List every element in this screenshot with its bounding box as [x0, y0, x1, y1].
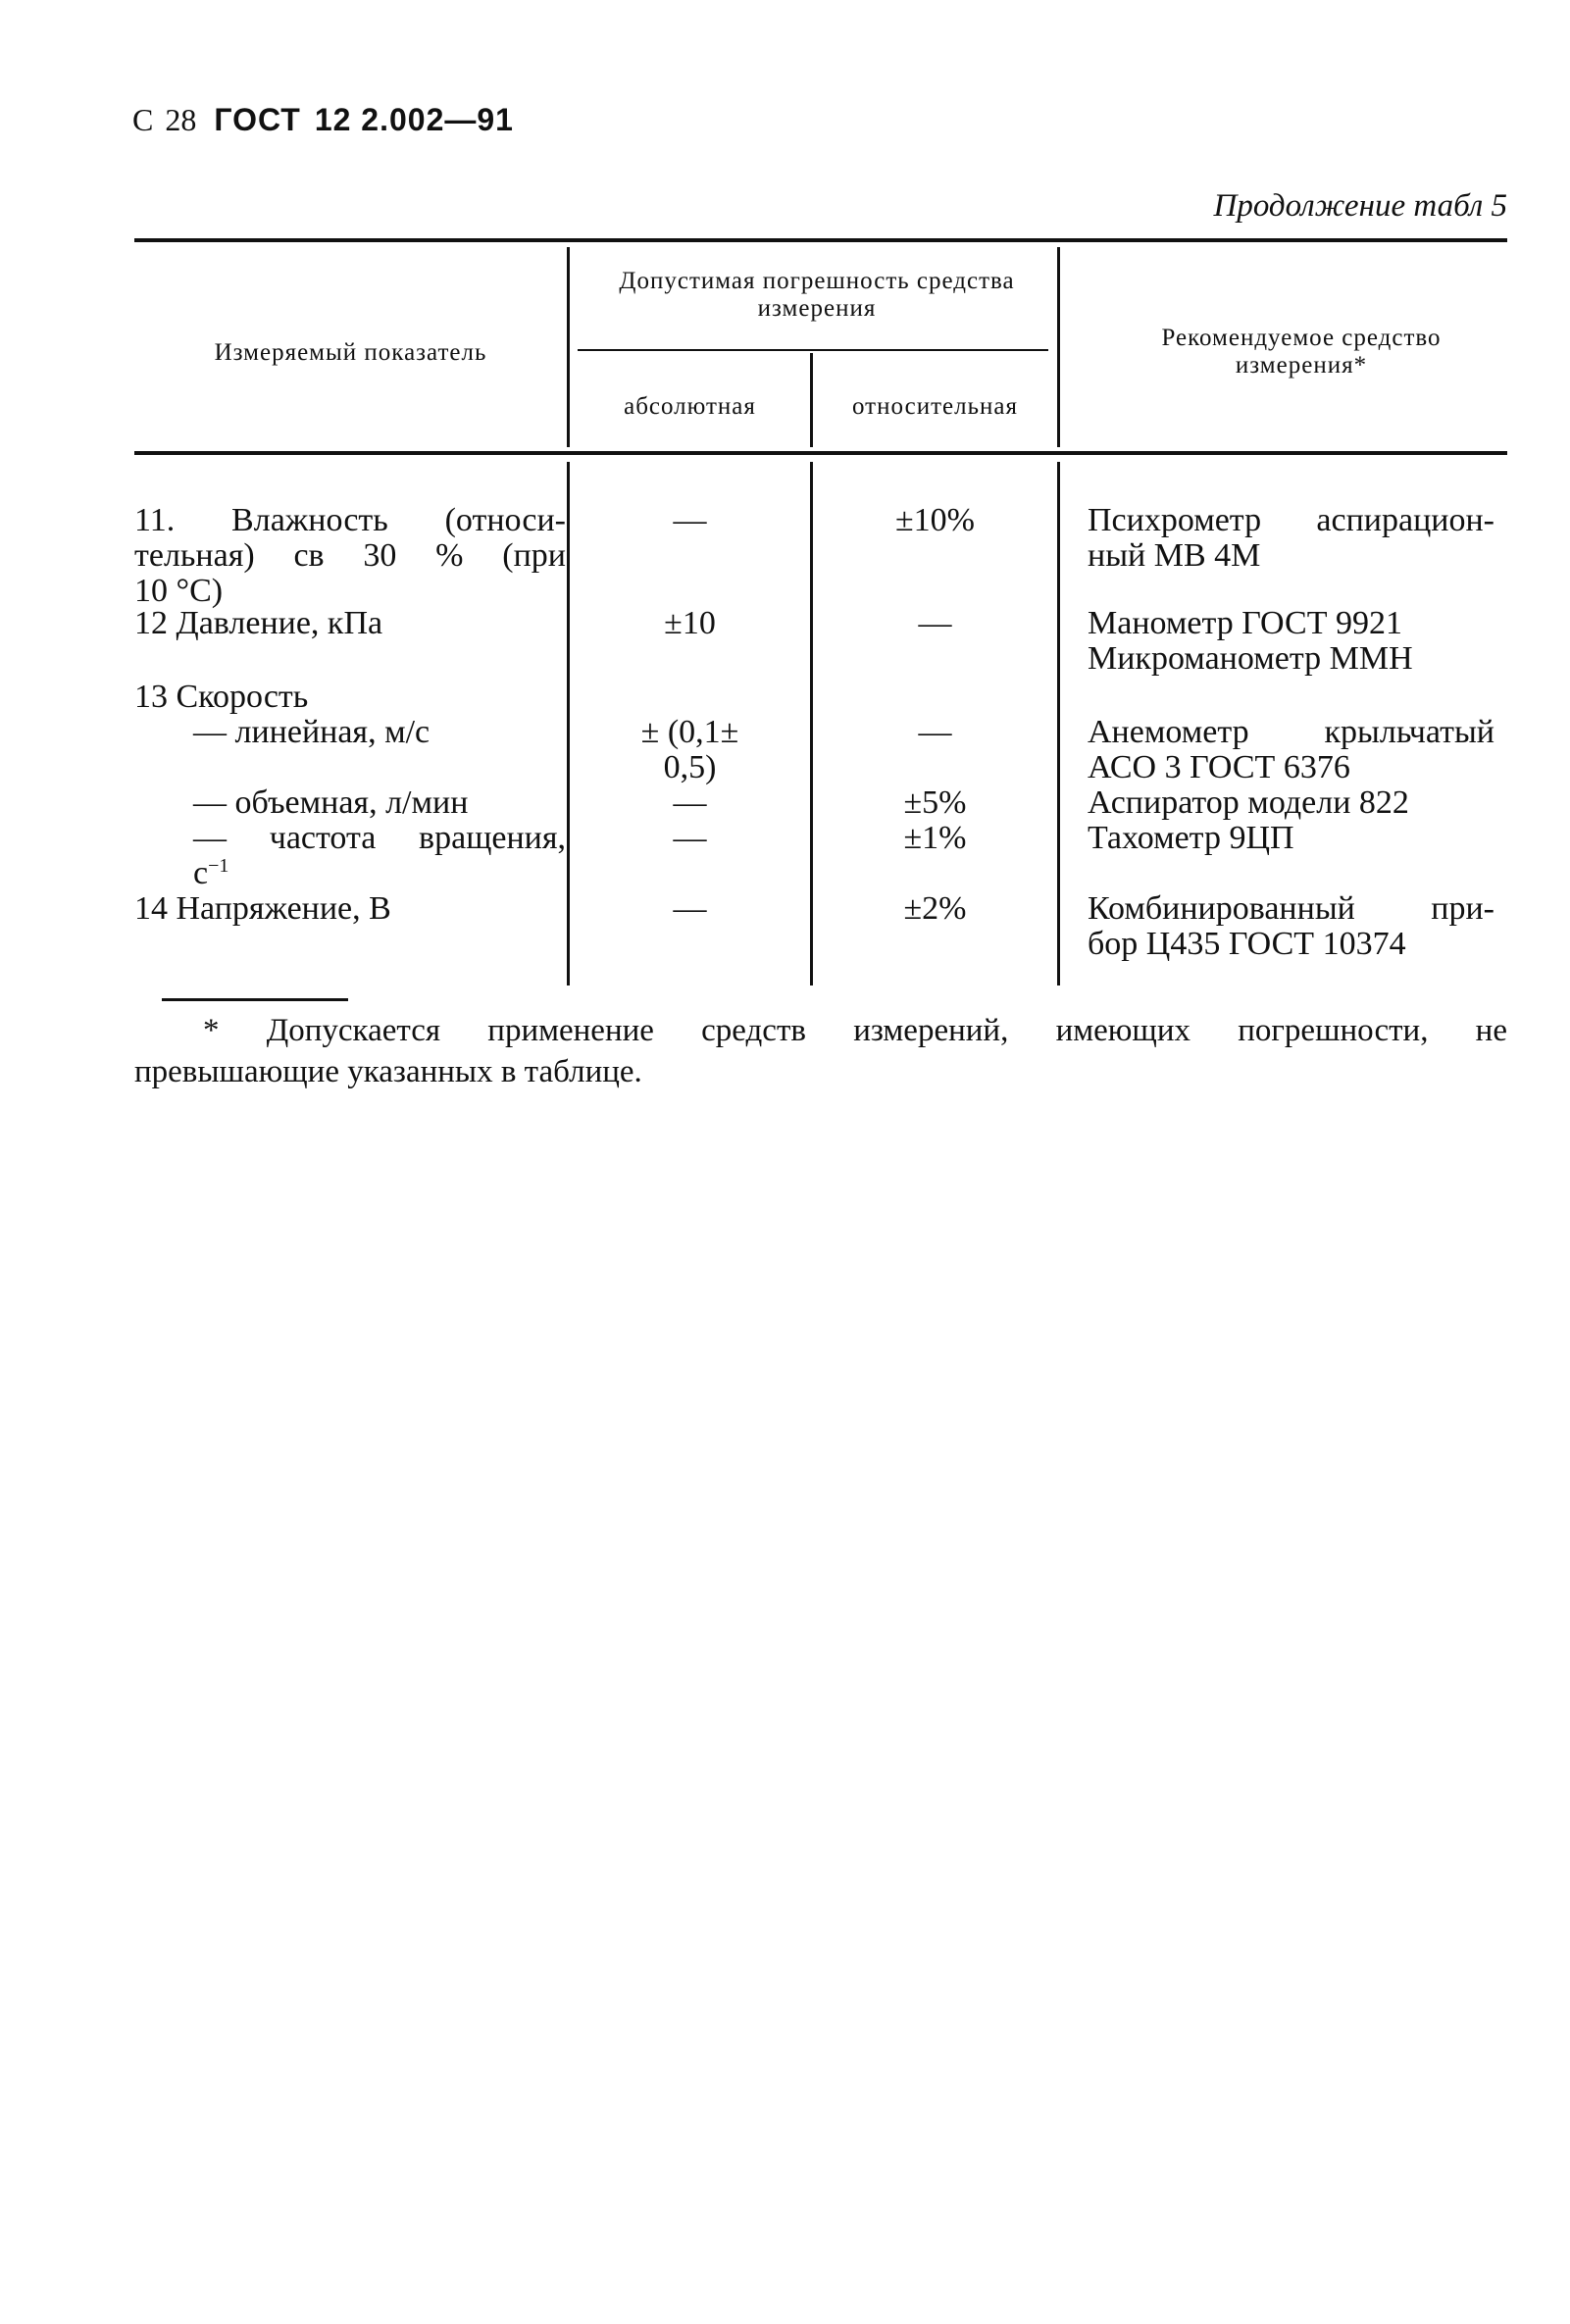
- table-cell-relative: ±5%: [903, 784, 967, 821]
- table-cell-absolute: —: [673, 890, 707, 927]
- table-row-param: — объемная, л/мин: [193, 784, 469, 821]
- table-cell-relative: ±2%: [903, 890, 967, 927]
- header-absolute: абсолютная: [624, 393, 756, 420]
- table-cell-instrument: Тахометр 9ЦП: [1088, 820, 1294, 856]
- table-row-param: 14 Напряжение, В: [134, 890, 391, 927]
- header-subrule: [578, 349, 1048, 351]
- table-cell-absolute: —: [673, 784, 707, 821]
- footnote-line: превышающие указанных в таблице.: [134, 1054, 642, 1089]
- table-cell-instrument: Манометр ГОСТ 9921 Микроманометр ММН: [1088, 605, 1413, 677]
- standard-name: ГОСТ: [214, 102, 301, 137]
- page-header: [132, 102, 514, 138]
- table-row-param: 12 Давление, кПа: [134, 605, 383, 641]
- table-cell-absolute: —: [673, 502, 707, 538]
- header-measured: Измеряемый показатель: [214, 339, 487, 366]
- page-letter: С: [132, 102, 154, 137]
- table-cell-instrument: Комбинированный при- бор Ц435 ГОСТ 10374: [1088, 890, 1494, 962]
- footnote: [134, 1010, 1507, 1092]
- header-divider: [1057, 247, 1060, 447]
- table-row-param: — частота вращения, $с^{-1}$: [193, 820, 566, 891]
- table-cell-relative: ±1%: [903, 820, 967, 856]
- table-cell-absolute: —: [673, 820, 707, 856]
- table-row-param: — линейная, м/с: [193, 714, 430, 750]
- footnote-line: * Допускается применение средств измерений, имеющих погрешности, не: [203, 1013, 1507, 1048]
- table-cell-instrument: Психрометр аспирацион- ный МВ 4М: [1088, 502, 1494, 574]
- table-header-rule: [134, 451, 1507, 455]
- table-cell-relative: ±10%: [895, 502, 975, 538]
- table-cell-relative: —: [918, 605, 952, 641]
- body-divider: [1057, 462, 1060, 985]
- header-error: Допустимая погрешность средства измерения: [619, 268, 1015, 322]
- standard-number: 12 2.002—91: [314, 102, 514, 137]
- table-row-param: 13 Скорость: [134, 679, 309, 715]
- table-cell-instrument: Анемометр крыльчатый АСО 3 ГОСТ 6376: [1088, 714, 1494, 785]
- header-instrument: Рекомендуемое средство измерения*: [1161, 325, 1442, 379]
- table-continuation-label: Продолжение табл 5: [1213, 188, 1507, 224]
- footnote-rule: [162, 998, 348, 1001]
- page-number: 28: [165, 102, 197, 137]
- table-top-rule: [134, 238, 1507, 242]
- table-cell-absolute: ±10: [664, 605, 716, 641]
- header-relative: относительная: [852, 393, 1018, 420]
- table-row-param: 11. Влажность (относи- тельная) св 30 % (при 10 °С): [134, 502, 566, 609]
- table-cell-absolute: ± (0,1± 0,5): [640, 714, 739, 785]
- table-cell-instrument: Аспиратор модели 822: [1088, 784, 1409, 821]
- table-cell-relative: —: [918, 714, 952, 750]
